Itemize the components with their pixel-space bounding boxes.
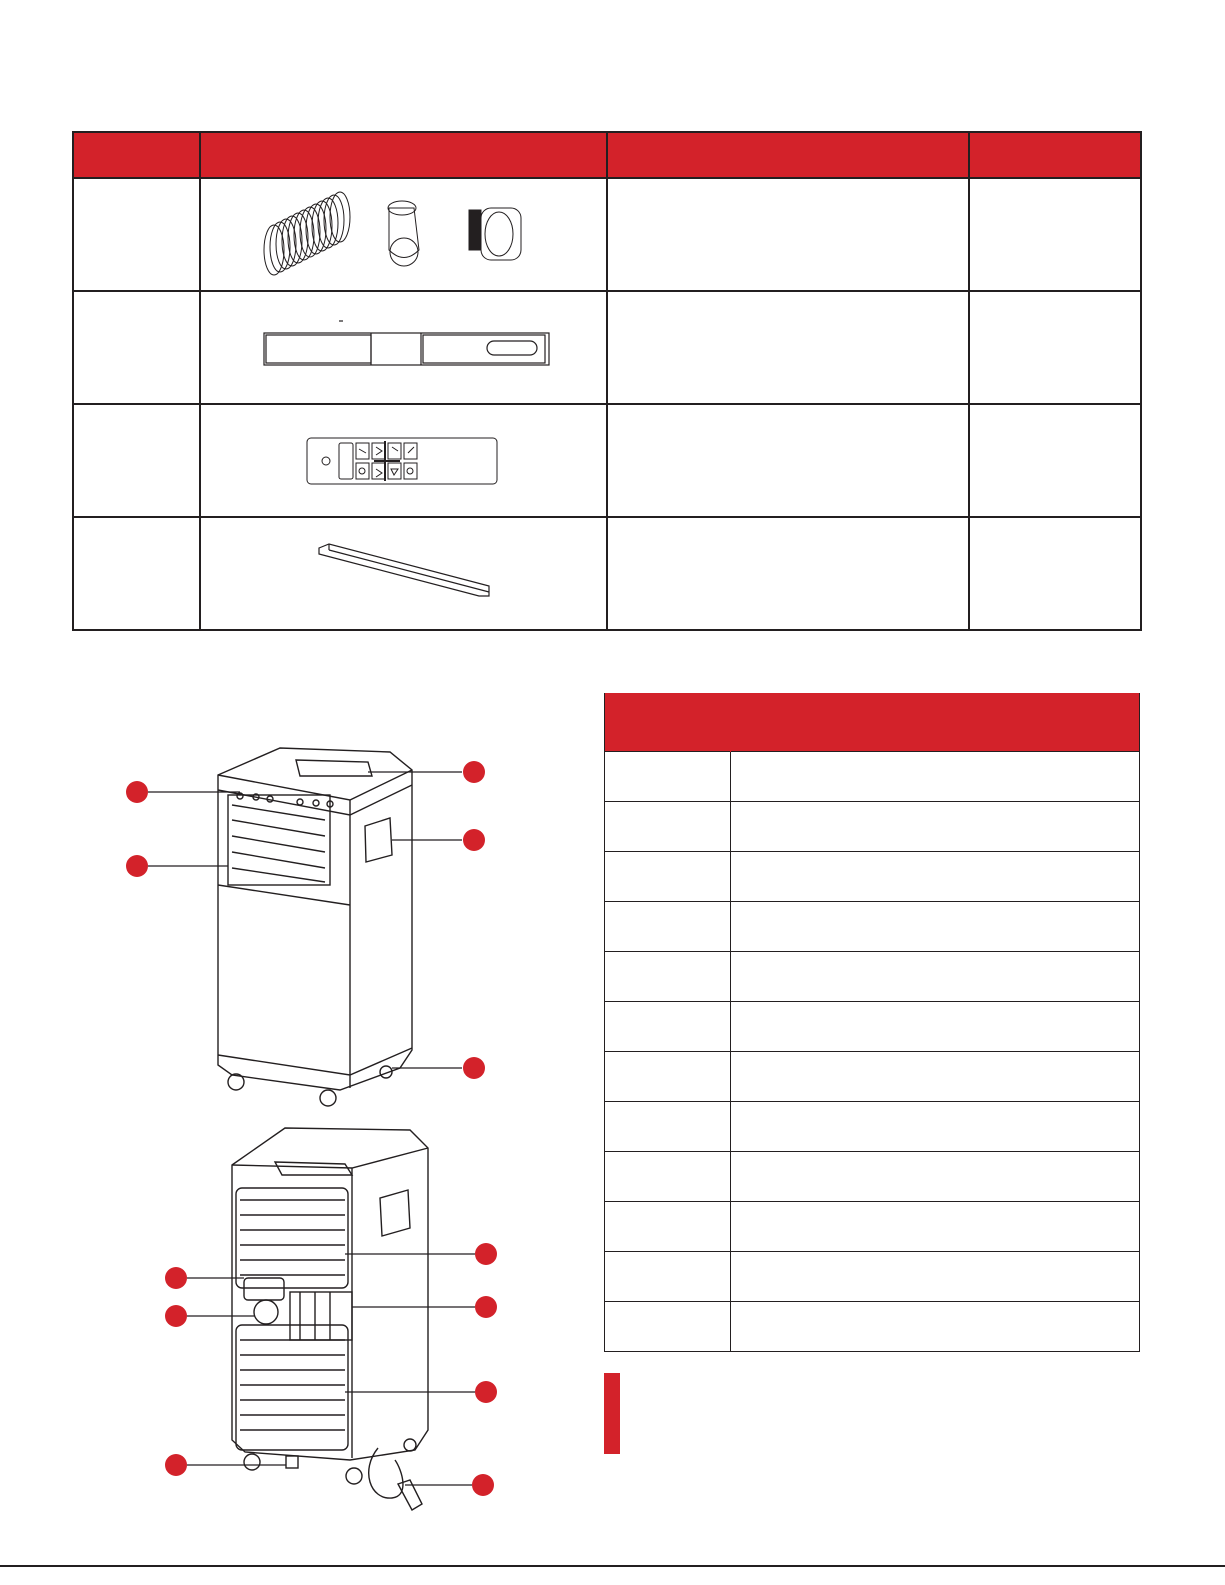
part-no xyxy=(605,902,731,952)
part-name xyxy=(731,1302,1140,1352)
part-name xyxy=(731,1252,1140,1302)
part-name xyxy=(731,1102,1140,1152)
parts-row xyxy=(605,802,1140,852)
exhaust-hose-drawing xyxy=(264,192,350,275)
accessory-qty xyxy=(969,178,1141,291)
callout-marker xyxy=(463,829,485,851)
parts-row xyxy=(605,1202,1140,1252)
parts-row xyxy=(605,1252,1140,1302)
accessory-qty xyxy=(969,517,1141,630)
note-text xyxy=(634,1373,1134,1454)
accessories-header-qty xyxy=(969,132,1141,178)
accessory-no xyxy=(73,178,200,291)
page-bottom-rule xyxy=(0,1565,1225,1567)
callout-marker xyxy=(126,781,148,803)
part-name xyxy=(731,852,1140,902)
remote-control-image xyxy=(304,433,504,489)
note-accent-bar xyxy=(604,1373,620,1454)
part-name xyxy=(731,752,1140,802)
accessories-header-name xyxy=(607,132,969,178)
callout-marker xyxy=(472,1474,494,1496)
part-no xyxy=(605,1152,731,1202)
callout-marker xyxy=(475,1296,497,1318)
accessory-name xyxy=(607,404,969,517)
accessory-image-cell xyxy=(200,517,607,630)
window-adapter-drawing xyxy=(388,201,419,266)
accessory-image-cell xyxy=(200,291,607,404)
accessories-header-image xyxy=(200,132,607,178)
callout-marker xyxy=(475,1243,497,1265)
parts-row xyxy=(605,1152,1140,1202)
product-diagram xyxy=(100,700,530,1520)
part-name xyxy=(731,1202,1140,1252)
unit-front-view xyxy=(218,748,412,1106)
part-name xyxy=(731,802,1140,852)
callout-marker xyxy=(463,761,485,783)
parts-row xyxy=(605,852,1140,902)
part-name xyxy=(731,1052,1140,1102)
parts-row xyxy=(605,952,1140,1002)
callout-marker xyxy=(475,1381,497,1403)
part-no xyxy=(605,1052,731,1102)
accessories-header-row xyxy=(73,132,1141,178)
accessory-image-cell xyxy=(200,178,607,291)
callout-marker xyxy=(165,1454,187,1476)
unit-rear-view xyxy=(232,1128,428,1510)
power-button-icon xyxy=(322,457,330,465)
parts-header-name xyxy=(731,693,1140,752)
parts-row xyxy=(605,752,1140,802)
accessories-row xyxy=(73,404,1141,517)
part-name xyxy=(731,952,1140,1002)
accessory-qty xyxy=(969,404,1141,517)
part-no xyxy=(605,752,731,802)
part-no xyxy=(605,852,731,902)
parts-row xyxy=(605,1002,1140,1052)
accessory-no xyxy=(73,404,200,517)
parts-table xyxy=(604,693,1140,1352)
part-no xyxy=(605,1302,731,1352)
accessory-name xyxy=(607,517,969,630)
hose-connector-drawing xyxy=(469,208,521,260)
accessories-row xyxy=(73,517,1141,630)
part-name xyxy=(731,1152,1140,1202)
part-no xyxy=(605,1102,731,1152)
accessory-qty xyxy=(969,291,1141,404)
parts-row xyxy=(605,1302,1140,1352)
callout-marker xyxy=(126,855,148,877)
accessory-name xyxy=(607,178,969,291)
callout-marker xyxy=(463,1057,485,1079)
callout-marker xyxy=(165,1305,187,1327)
accessories-table xyxy=(72,131,1142,631)
accessory-no xyxy=(73,517,200,630)
exhaust-hose-assembly-image xyxy=(254,190,554,280)
part-no xyxy=(605,1202,731,1252)
accessory-no xyxy=(73,291,200,404)
part-no xyxy=(605,802,731,852)
part-no xyxy=(605,952,731,1002)
accessories-row xyxy=(73,291,1141,404)
accessory-name xyxy=(607,291,969,404)
accessory-image-cell xyxy=(200,404,607,517)
part-name xyxy=(731,1002,1140,1052)
foam-seal-strip-image xyxy=(309,538,499,610)
parts-row xyxy=(605,1102,1140,1152)
callout-marker xyxy=(165,1267,187,1289)
accessories-row xyxy=(73,178,1141,291)
part-name xyxy=(731,902,1140,952)
parts-header-no xyxy=(605,693,731,752)
accessories-header-no xyxy=(73,132,200,178)
parts-row xyxy=(605,1052,1140,1102)
parts-header-row xyxy=(605,693,1140,752)
part-no xyxy=(605,1002,731,1052)
window-slider-kit-image xyxy=(254,313,554,383)
part-no xyxy=(605,1252,731,1302)
parts-row xyxy=(605,902,1140,952)
